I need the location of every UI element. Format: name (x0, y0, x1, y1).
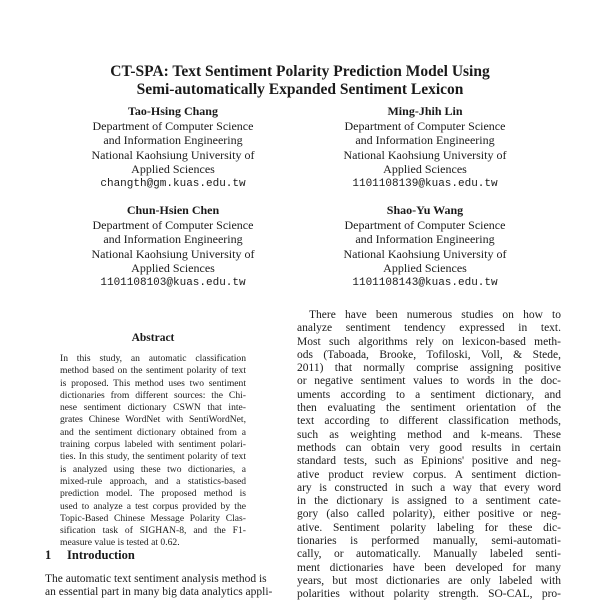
text-line: ary is constructed in such a way that every word (297, 481, 561, 494)
author-name: Ming-Jhih Lin (387, 104, 463, 118)
section-number: 1 (45, 548, 52, 562)
abstract-body (60, 353, 246, 550)
text-line: training corpus labeled with sentiment polari- (60, 439, 246, 451)
text-line: ties. In this study, the sentiment polarity of text (60, 451, 246, 463)
text-line: is analyzed using these two dictionaries, a (60, 463, 246, 475)
text-line: and the sentiment dictionary obtained from a (60, 426, 246, 438)
author-name: Chun-Hsien Chen (126, 203, 220, 217)
author-block (310, 104, 540, 192)
text-line: sification task of SIGHAN-8, and the F1- (60, 525, 246, 537)
paper-title-line-2: Semi-automatically Expanded Sentiment Lexicon (136, 81, 464, 98)
text-line: ods (Taboada, Brooke, Tofiloski, Voll, & Stede, (297, 348, 561, 361)
text-line: method based on the sentiment polarity of text (60, 365, 246, 377)
text-line: years, but most dictionaries are only labeled with (297, 574, 561, 587)
text-line: nese sentiment dictionary CSWN that inte- (60, 402, 246, 414)
text-line: uments according to a sentiment dictionary, and (297, 388, 561, 401)
section-title: Introduction (67, 548, 135, 562)
author-department: Department of Computer Science (92, 118, 254, 133)
author-university: Applied Sciences (383, 261, 467, 276)
author-university: National Kaohsiung University of (91, 147, 255, 162)
author-university: Applied Sciences (383, 162, 467, 177)
author-block (58, 104, 288, 192)
author-university: National Kaohsiung University of (343, 147, 507, 162)
text-line: In this study, an automatic classification (60, 353, 246, 364)
text-line: Most such algorithms rely on lexicon-based meth- (297, 335, 561, 348)
author-email: 1101108103@kuas.edu.tw (100, 276, 246, 289)
text-line: polarities without polarity strength. SO-CAL, pro- (297, 588, 561, 601)
text-line: standard tests, such as Epinions' positive and neg- (297, 455, 561, 468)
text-line: in the dictionary is assigned to a sentiment cate- (297, 495, 561, 508)
text-line: ative. Sentiment polarity labeling for these dic- (297, 521, 561, 534)
text-line: dictionaries from different sources: the Chi- (60, 389, 246, 401)
text-line: ative product review corpus. A sentiment diction- (297, 468, 561, 481)
text-line: cally, or automatically. Manually labeled senti- (297, 548, 561, 561)
author-email: 1101108139@kuas.edu.tw (352, 177, 498, 190)
introduction-right-column (297, 309, 561, 602)
author-block (58, 203, 288, 291)
text-line: There have been numerous studies on how to (309, 309, 561, 321)
author-name: Tao-Hsing Chang (128, 104, 218, 118)
introduction-heading (45, 548, 135, 563)
author-university: National Kaohsiung University of (91, 246, 255, 261)
author-block (310, 203, 540, 291)
text-line: mixed-rule approach, and a statistics-based (60, 475, 246, 487)
abstract-heading: Abstract (131, 332, 175, 344)
author-department: Department of Computer Science (344, 118, 506, 133)
text-line: analyze sentiment tendency expressed in text. (297, 322, 561, 335)
author-department: Department of Computer Science (92, 217, 254, 232)
text-line: measure value is tested at 0.62. (60, 537, 180, 549)
paper-title-line-1: CT-SPA: Text Sentiment Polarity Prediction Model Using (110, 63, 490, 80)
text-line: then evaluating the sentiment orientation of the (297, 402, 561, 415)
text-line: or negative sentiment values to words in the doc- (297, 375, 561, 388)
text-line: text according to different classification methods, (297, 415, 561, 428)
author-department: and Information Engineering (355, 232, 495, 247)
author-university: Applied Sciences (131, 261, 215, 276)
text-line: gory (also called polarity), either positive or neg- (297, 508, 561, 521)
text-line: such as weighting method and k-means. These (297, 428, 561, 441)
author-university: Applied Sciences (131, 162, 215, 177)
text-line: ment dictionaries have been developed for many (297, 561, 561, 574)
text-line: Topic-Based Chinese Message Polarity Clas- (60, 512, 246, 524)
author-department: and Information Engineering (103, 133, 243, 148)
author-email: changth@gm.kuas.edu.tw (100, 177, 246, 190)
text-line: is proposed. This method uses two sentiment (60, 377, 246, 389)
author-email: 1101108143@kuas.edu.tw (352, 276, 498, 289)
text-line: 2011) that normally comprise assigning positive (297, 362, 561, 375)
text-line: prediction model. The proposed method is (60, 488, 246, 500)
text-line: The automatic text sentiment analysis method is (45, 573, 267, 585)
text-line: an essential part in many big data analytics appli- (45, 586, 273, 599)
text-line: grates Chinese WordNet with SentiWordNet, (60, 414, 246, 426)
text-line: used to analyze a test corpus provided by the (60, 500, 246, 512)
text-line: methods can obtain very good results in certain (297, 441, 561, 454)
author-department: Department of Computer Science (344, 217, 506, 232)
introduction-left-column (45, 573, 273, 600)
author-department: and Information Engineering (103, 232, 243, 247)
author-name: Shao-Yu Wang (386, 203, 464, 217)
author-department: and Information Engineering (355, 133, 495, 148)
author-university: National Kaohsiung University of (343, 246, 507, 261)
text-line: tionaries is performed manually, semi-automati- (297, 535, 561, 548)
